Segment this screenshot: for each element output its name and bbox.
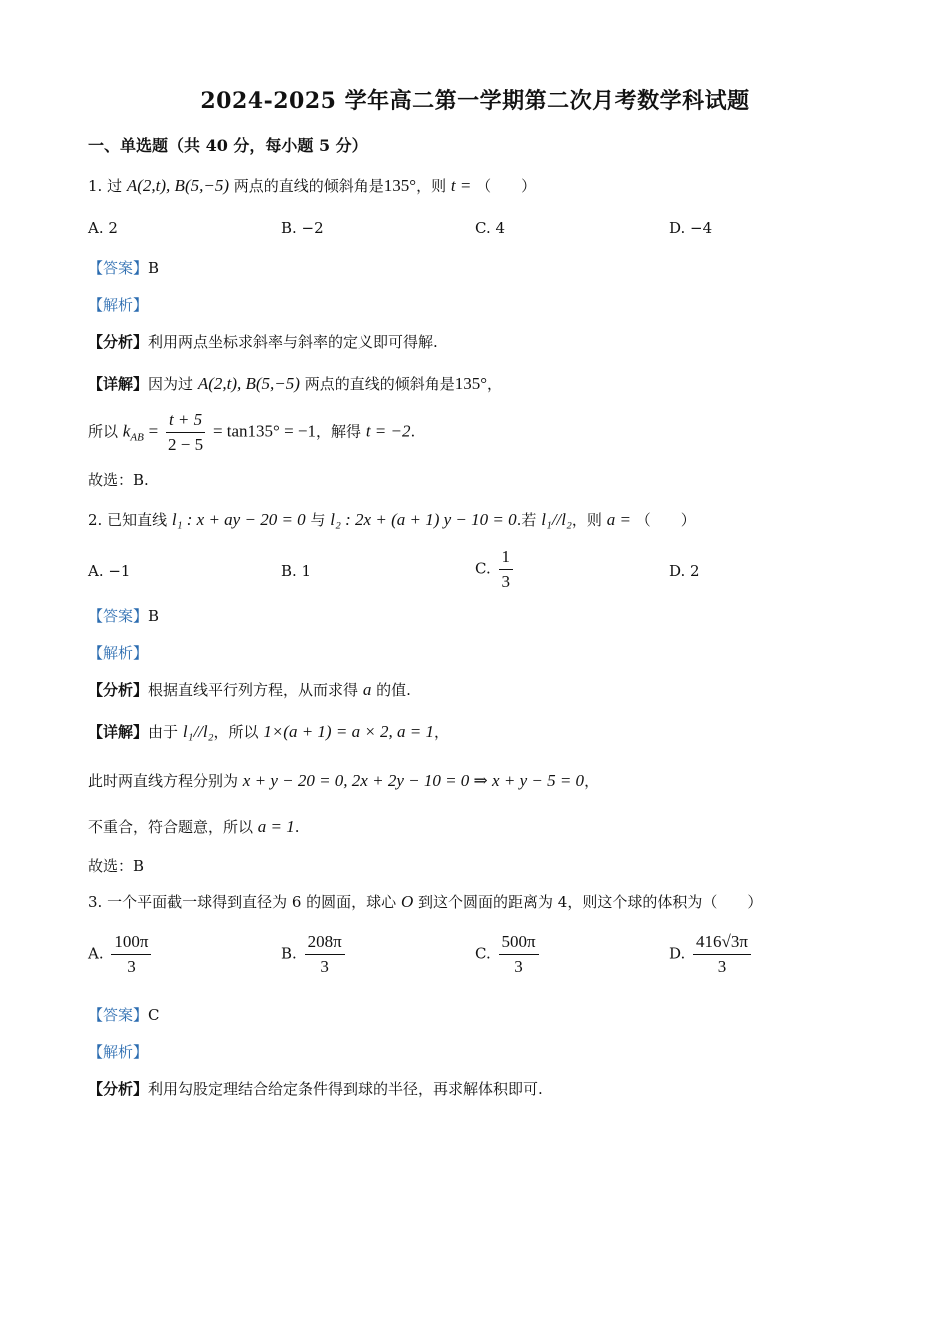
q3-jiexi: 【解析】 bbox=[88, 1043, 149, 1061]
q1-detail-line1: 【详解】因为过 A(2,t), B(5,−5) 两点的直线的倾斜角是135°， bbox=[88, 374, 503, 393]
q2-detail-line3: 不重合，符合题意，所以 a = 1. bbox=[88, 817, 300, 836]
q1-option-b: B. −2 bbox=[281, 219, 324, 237]
q2-detail-line2: 此时两直线方程分别为 x + y − 20 = 0, 2x + 2y − 10 = 0 ⇒ x + y − 5 = 0， bbox=[88, 771, 600, 790]
q1-option-c: C. 4 bbox=[475, 219, 506, 237]
q2-option-c-fraction: $\frac{1}{3}$ bbox=[499, 547, 514, 592]
q1-slope-fraction: $\frac{t + 5}{2 - 5}$ bbox=[166, 410, 205, 455]
q2-option-c: C. $\frac{1}{3}$ bbox=[475, 547, 516, 592]
q3-option-b: B. $\frac{208\pi}{3}$ bbox=[281, 932, 348, 977]
section-heading: 一、单选题（共 40 分，每小题 5 分） bbox=[88, 136, 368, 155]
q2-stem: 2. 已知直线 l₁ : x + ay − 20 = 0 与 l₂ : 2x + (a + 1) y − 10 = 0.若 l₁//l₂，则 a = （ ） bbox=[88, 510, 696, 529]
q2-option-b: B. 1 bbox=[281, 562, 312, 580]
q1-option-a: A. 2 bbox=[88, 219, 118, 237]
q3-option-a: A. $\frac{100\pi}{3}$ bbox=[88, 932, 154, 977]
q1-jiexi: 【解析】 bbox=[88, 296, 149, 314]
q3-analysis: 【分析】利用勾股定理结合给定条件得到球的半径，再求解体积即可. bbox=[88, 1080, 543, 1098]
q1-analysis: 【分析】利用两点坐标求斜率与斜率的定义即可得解. bbox=[88, 333, 438, 351]
q3-option-c: C. $\frac{500\pi}{3}$ bbox=[475, 932, 542, 977]
exam-title: 2024-2025 学年高二第一学期第二次月考数学科试题 bbox=[200, 88, 750, 114]
q2-answer: 【答案】B bbox=[88, 607, 160, 625]
q2-jiexi: 【解析】 bbox=[88, 644, 149, 662]
q3-answer: 【答案】C bbox=[88, 1006, 160, 1024]
q3-option-d: D. $\frac{416√3\pi}{3}$ bbox=[669, 932, 754, 977]
q1-stem: 1. 过 A(2,t), B(5,−5) 两点的直线的倾斜角是135°，则 t = （ ） bbox=[88, 176, 537, 195]
q1-choose: 故选：B. bbox=[88, 471, 149, 489]
q2-option-d: D. 2 bbox=[669, 562, 700, 580]
q2-choose: 故选：B bbox=[88, 857, 145, 875]
q2-option-a: A. −1 bbox=[88, 562, 131, 580]
q2-analysis: 【分析】根据直线平行列方程，从而求得 a 的值. bbox=[88, 680, 411, 699]
q3-stem: 3. 一个平面截一球得到直径为 6 的圆面，球心 O 到这个圆面的距离为 4，则这个球的体积为（ ） bbox=[88, 892, 763, 911]
q2-detail-line1: 【详解】由于 l₁//l₂，所以 1×(a + 1) = a × 2, a = 1， bbox=[88, 722, 450, 741]
q1-option-d: D. −4 bbox=[669, 219, 713, 237]
q1-answer: 【答案】B bbox=[88, 259, 160, 277]
q1-detail-line2: 所以 $k_{AB}$ = $\frac{t + 5}{2 - 5}$ = tan135° = −1，解得 t = −2. bbox=[88, 410, 416, 454]
